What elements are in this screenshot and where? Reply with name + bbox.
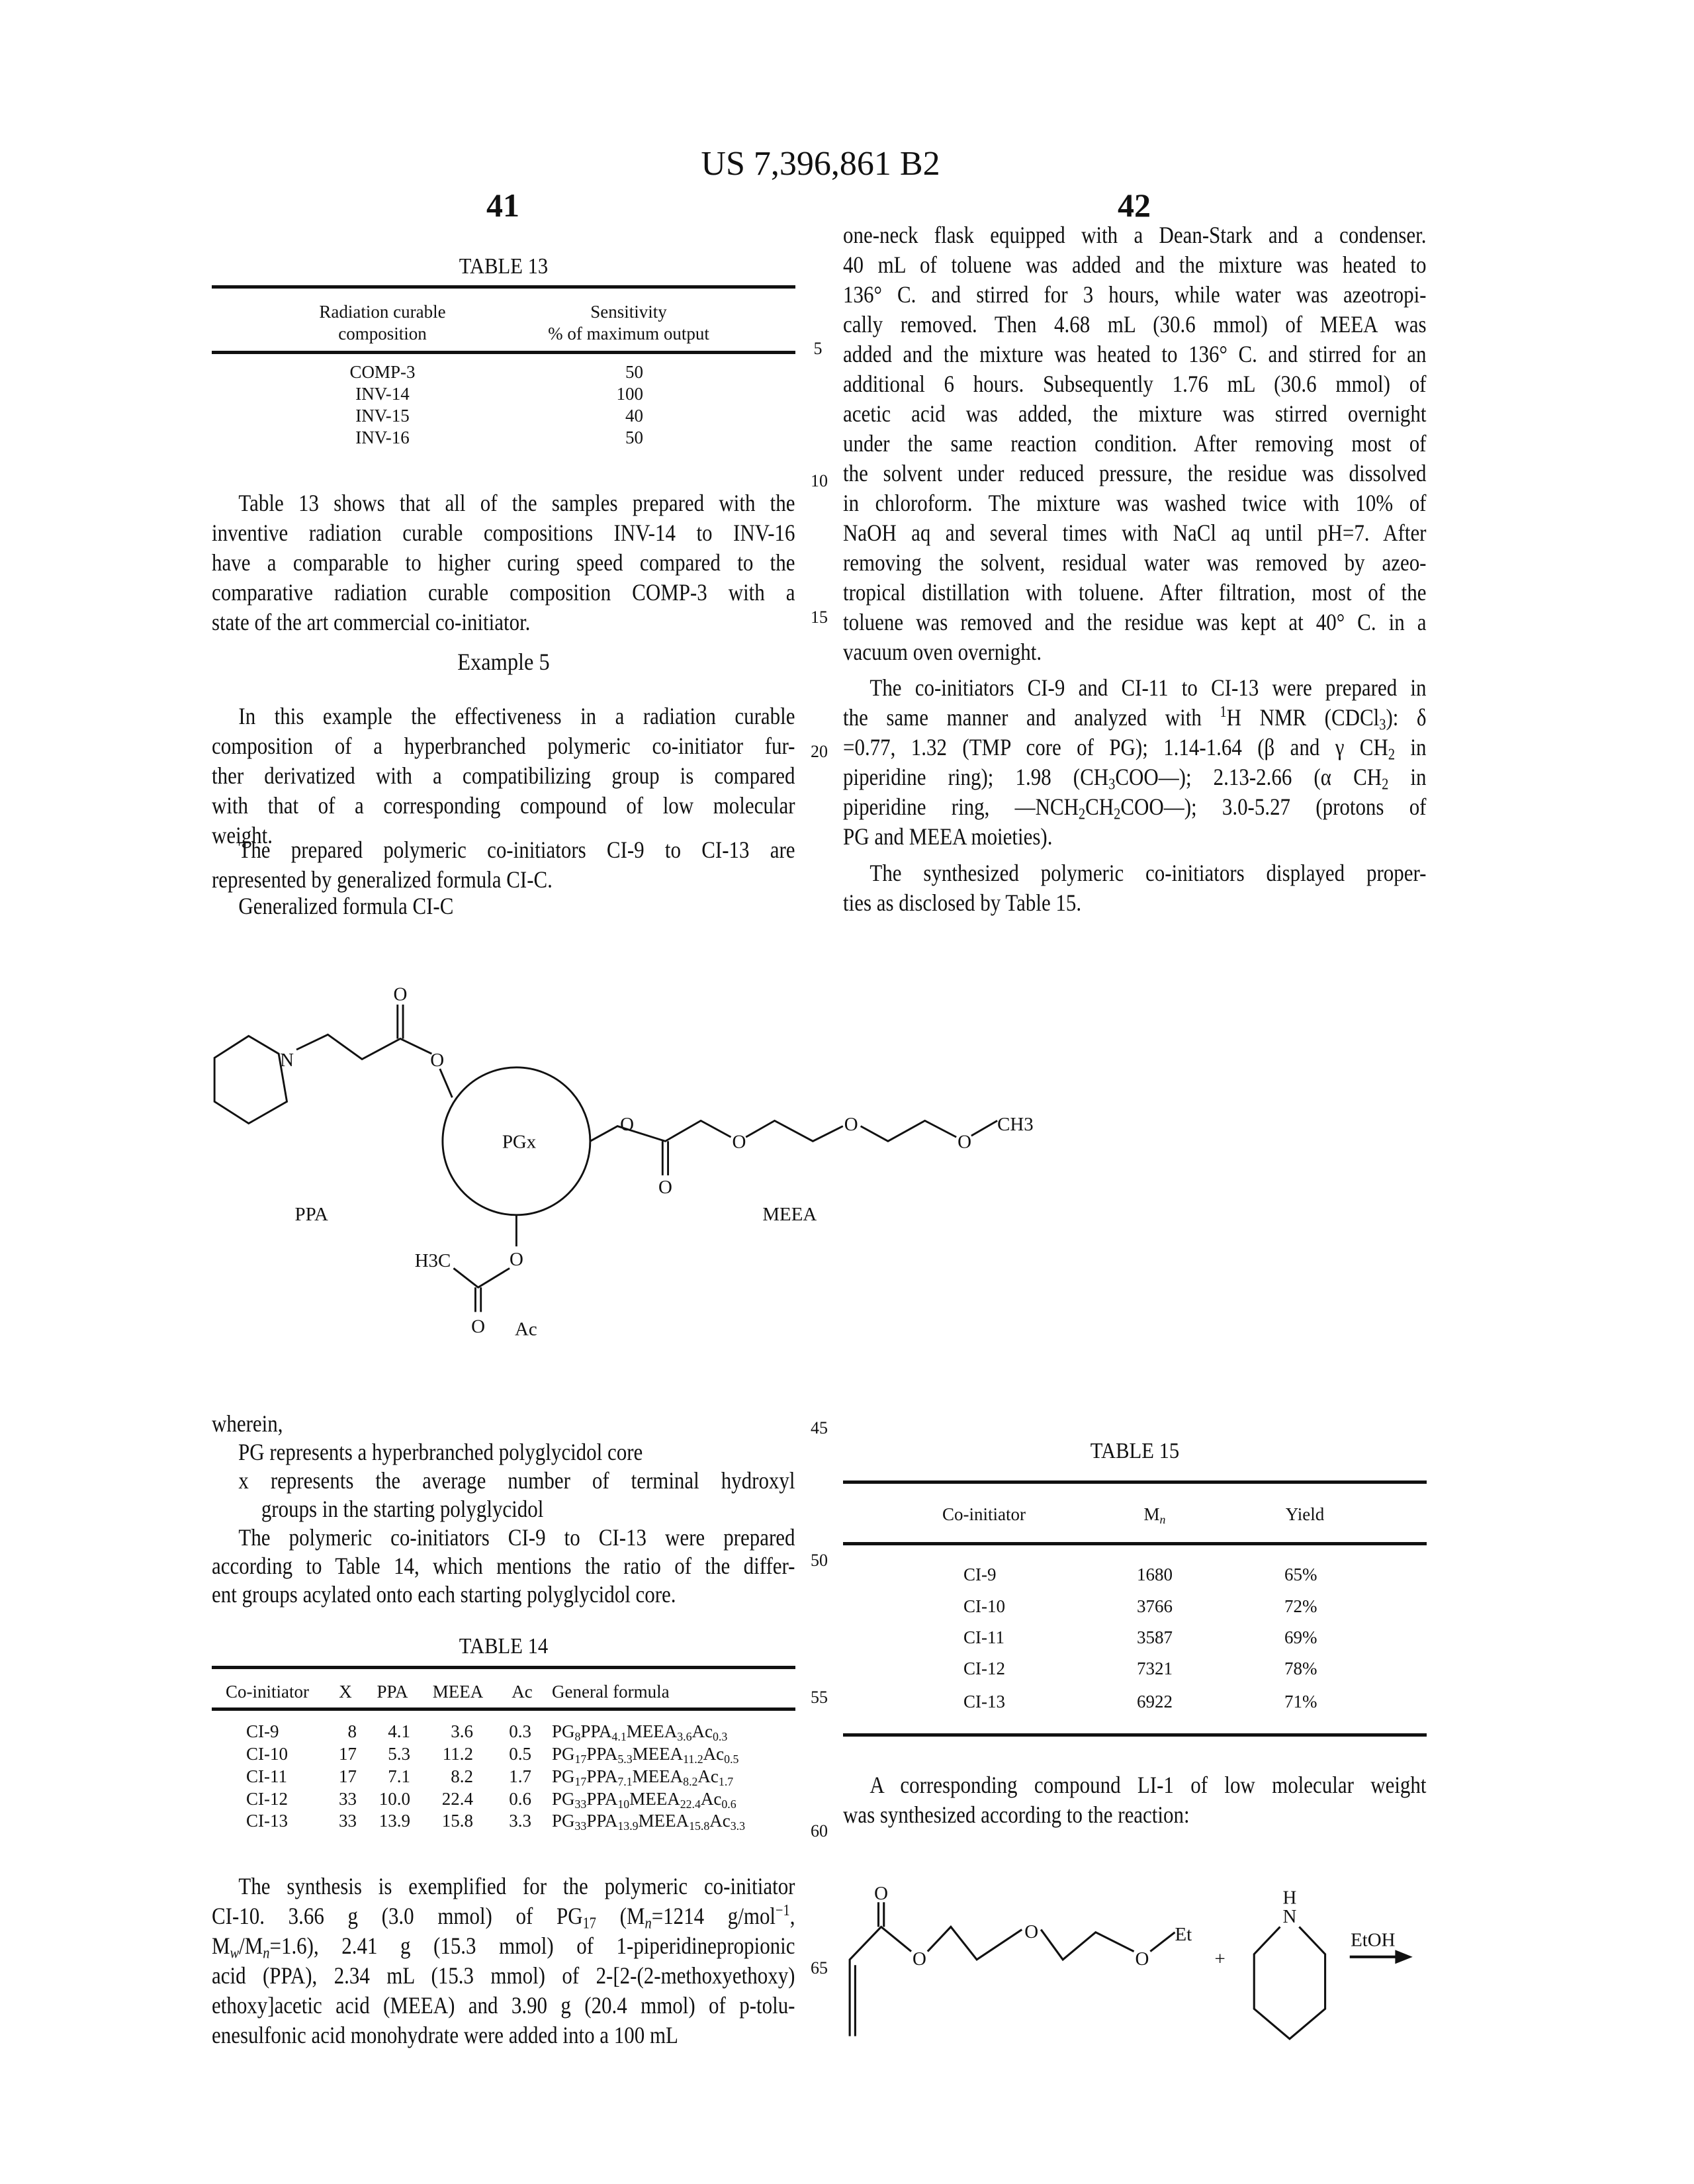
table-cell: 11.2 (380, 1743, 473, 1764)
table-cell: 100 (551, 383, 643, 404)
table-cell: 40 (551, 405, 643, 426)
column-header: X (339, 1681, 352, 1702)
column-header: Co-initiator (226, 1681, 309, 1702)
subscript: 0.3 (713, 1730, 727, 1743)
table-cell: 10.0 (318, 1788, 410, 1809)
subscript: 3.6 (677, 1730, 691, 1743)
text-line: composition of a hyperbranched polymeric co-initiator fur- (212, 731, 795, 761)
table-cell: CI-10 (963, 1596, 1005, 1617)
text-line: state of the art commercial co-initiator. (212, 608, 795, 637)
plus-sign: + (1214, 1948, 1225, 1970)
column-header: Co-initiator (942, 1504, 1026, 1525)
table-cell: 0.5 (439, 1743, 531, 1764)
reaction-labels (874, 1883, 1395, 1970)
generalized-formula-ci-c (214, 1005, 997, 1312)
piperidine-ring (1254, 1927, 1325, 2038)
subscript: 3 (1108, 776, 1115, 794)
chemical-structures (0, 0, 1694, 2184)
table-cell: CI-10 (246, 1743, 288, 1764)
line-number: 10 (811, 471, 828, 491)
subscript: 8 (575, 1730, 581, 1743)
table-cell: 8.2 (380, 1766, 473, 1787)
table-cell: 50 (551, 427, 643, 448)
text-line: =0.77, 1.32 (TMP core of PG); 1.14-1.64 (β and γ CH2 in (843, 733, 1427, 762)
table-cell: CI-12 (246, 1788, 288, 1809)
table-cell: 3587 (1137, 1627, 1173, 1648)
text-line: x represents the average number of terminal hydroxyl (212, 1467, 795, 1495)
oxygen-label: O (510, 1249, 523, 1270)
table-cell: 33 (264, 1810, 357, 1831)
text-line: Table 13 shows that all of the samples prepared with the (212, 488, 795, 518)
text-line: wherein, (212, 1410, 795, 1438)
structure-labels (280, 984, 1034, 1340)
text-line: The synthesis is exemplified for the polymeric co-initiator (212, 1872, 795, 1901)
text-line: represented by generalized formula CI-C. (212, 865, 795, 895)
text-line: groups in the starting polyglycidol (212, 1495, 795, 1524)
subscript: n (645, 1915, 652, 1933)
text-line: weight. (212, 821, 795, 850)
oxygen-label: O (844, 1114, 858, 1135)
oxygen-label: O (913, 1948, 926, 1970)
superscript: 1 (1220, 704, 1226, 721)
text-line: PG represents a hyperbranched polyglycidol core (238, 1438, 822, 1467)
text-line: Mw/Mn=1.6), 2.41 g (15.3 mmol) of 1-piperidinepropionic (212, 1931, 795, 1961)
subscript: 0.5 (724, 1752, 738, 1766)
table-cell: INV-14 (355, 383, 410, 404)
table-title: TABLE 15 (1091, 1438, 1179, 1465)
text-line: PG and MEEA moieties). (843, 822, 1427, 852)
subscript: 17 (575, 1775, 587, 1788)
example-heading: Example 5 (457, 647, 549, 676)
oxygen-label: O (732, 1132, 746, 1153)
subscript: 2 (1114, 806, 1120, 823)
subscript: 2 (1079, 806, 1085, 823)
oxygen-label: O (1135, 1948, 1149, 1970)
text-line: piperidine ring, —NCH2CH2COO—); 3.0-5.27 (protons of (843, 792, 1427, 822)
text-line: enesulfonic acid monohydrate were added into a 100 mL (212, 2021, 795, 2050)
subscript: w (230, 1945, 240, 1962)
table-cell: 71% (1284, 1691, 1317, 1712)
left-page-number: 41 (486, 185, 519, 225)
table-cell: 4.1 (318, 1721, 410, 1742)
column-header: General formula (552, 1681, 670, 1702)
table-cell: 0.3 (439, 1721, 531, 1742)
table-cell: CI-11 (246, 1766, 287, 1787)
text-line: the same manner and analyzed with 1H NMR (CDCl3): δ (843, 703, 1427, 733)
general-formula: PG17PPA5.3MEEA11.2Ac0.5 (552, 1743, 738, 1764)
table-title: TABLE 13 (459, 253, 548, 280)
subscript: 33 (575, 1797, 587, 1811)
oxygen-label: O (430, 1050, 444, 1071)
text-line: added and the mixture was heated to 136° C. and stirred for an (843, 340, 1427, 369)
subscript: 10 (617, 1797, 629, 1811)
subscript: 2 (1388, 747, 1395, 764)
oxygen-label: O (658, 1177, 672, 1198)
table-cell: 3766 (1137, 1596, 1173, 1617)
column-header: Ac (512, 1681, 532, 1702)
text-line: in chloroform. The mixture was washed twice with 10% of (843, 488, 1427, 518)
text-line: NaOH aq and several times with NaCl aq until pH=7. After (843, 518, 1427, 548)
text-line: additional 6 hours. Subsequently 1.76 mL (30.6 mmol) of (843, 369, 1427, 399)
table-cell: 78% (1284, 1658, 1317, 1679)
table-cell: CI-9 (246, 1721, 279, 1742)
subscript: 0.6 (721, 1797, 736, 1811)
subscript: 4.1 (611, 1730, 626, 1743)
text-line: A corresponding compound LI-1 of low molecular weight (843, 1770, 1427, 1800)
core-label: PGx (502, 1132, 537, 1153)
table-cell: INV-15 (355, 405, 410, 426)
text-line: CI-10. 3.66 g (3.0 mmol) of PG17 (Mn=1214 g/mol−1, (212, 1901, 795, 1931)
text-line: under the same reaction condition. After removing most of (843, 429, 1427, 459)
table-cell: CI-13 (963, 1691, 1005, 1712)
text-line: ent groups acylated onto each starting polyglycidol core. (212, 1580, 795, 1609)
table-cell: CI-13 (246, 1810, 288, 1831)
oxygen-label: O (1024, 1921, 1038, 1942)
text-line: according to Table 14, which mentions the ratio of the differ- (212, 1552, 795, 1580)
column-header: Mn (1144, 1504, 1166, 1525)
subscript: 3.3 (731, 1819, 745, 1833)
solvent-label: EtOH (1351, 1929, 1396, 1950)
table-cell: CI-12 (963, 1658, 1005, 1679)
patent-number: US 7,396,861 B2 (701, 144, 940, 184)
column-header: MEEA (433, 1681, 484, 1702)
table-cell: 50 (551, 361, 643, 383)
nitrogen-label: N (1282, 1906, 1296, 1927)
superscript: −1 (776, 1902, 790, 1919)
table-cell: CI-9 (963, 1564, 997, 1585)
text-line: have a comparable to higher curing speed compared to the (212, 548, 795, 578)
column-header: % of maximum output (548, 323, 709, 344)
general-formula: PG8PPA4.1MEEA3.6Ac0.3 (552, 1721, 727, 1742)
oxygen-label: O (958, 1132, 971, 1153)
table-cell: 8 (264, 1721, 357, 1742)
line-number: 60 (811, 1821, 828, 1841)
column-header: PPA (377, 1681, 408, 1702)
reaction-scheme (850, 1902, 1409, 2038)
line-number: 55 (811, 1688, 828, 1707)
line-number: 50 (811, 1551, 828, 1570)
column-header: composition (338, 323, 427, 344)
subscript: 11.2 (683, 1752, 703, 1766)
table-cell: 33 (264, 1788, 357, 1809)
subscript: 5.3 (617, 1752, 632, 1766)
ethyl-label: Et (1175, 1924, 1192, 1945)
text-line: removing the solvent, residual water was removed by azeo- (843, 548, 1427, 578)
ppa-label: PPA (295, 1204, 328, 1225)
text-line: Generalized formula CI-C (212, 891, 795, 921)
oxygen-label: O (874, 1883, 888, 1904)
text-line: cally removed. Then 4.68 mL (30.6 mmol) of MEEA was (843, 310, 1427, 340)
subscript: n (1160, 1513, 1166, 1526)
general-formula: PG33PPA10MEEA22.4Ac0.6 (552, 1788, 736, 1809)
text-line: acid (PPA), 2.34 mL (15.3 mmol) of 2-[2-(2-methoxyethoxy) (212, 1961, 795, 1991)
table-cell: INV-16 (355, 427, 410, 448)
column-header: Sensitivity (590, 301, 667, 322)
subscript: 2 (1382, 776, 1388, 794)
table-cell: CI-11 (963, 1627, 1004, 1648)
text-line: vacuum oven overnight. (843, 637, 1427, 667)
hydrogen-label: H (1282, 1887, 1296, 1908)
table-cell: 69% (1284, 1627, 1317, 1648)
text-line: acetic acid was added, the mixture was stirred overnight (843, 399, 1427, 429)
line-number: 15 (811, 608, 828, 627)
text-line: inventive radiation curable compositions INV-14 to INV-16 (212, 518, 795, 548)
subscript: 13.9 (617, 1819, 638, 1833)
column-header: Radiation curable (319, 301, 445, 322)
table-cell: 3.3 (439, 1810, 531, 1831)
text-line: The co-initiators CI-9 and CI-11 to CI-13 were prepared in (843, 673, 1427, 703)
subscript: 1.7 (719, 1775, 733, 1788)
table-cell: 15.8 (380, 1810, 473, 1831)
table-cell: 22.4 (380, 1788, 473, 1809)
text-line: 136° C. and stirred for 3 hours, while water was azeotropi- (843, 280, 1427, 310)
table-cell: COMP-3 (349, 361, 415, 383)
text-line: The prepared polymeric co-initiators CI-9 to CI-13 are (212, 835, 795, 865)
table-cell: 3.6 (380, 1721, 473, 1742)
table-cell: 6922 (1137, 1691, 1173, 1712)
oxygen-label: O (620, 1114, 634, 1135)
text-line: ther derivatized with a compatibilizing group is compared (212, 761, 795, 791)
line-number: 45 (811, 1418, 828, 1438)
text-line: toluene was removed and the residue was kept at 40° C. in a (843, 608, 1427, 637)
methyl-label: CH3 (997, 1114, 1034, 1135)
table-cell: 7.1 (318, 1766, 410, 1787)
meea-chain (590, 1120, 731, 1141)
table-cell: 17 (264, 1766, 357, 1787)
oxygen-label: O (393, 984, 407, 1005)
table-title: TABLE 14 (459, 1633, 548, 1660)
table-cell: 7321 (1137, 1658, 1173, 1679)
text-line: tropical distillation with toluene. After filtration, most of the (843, 578, 1427, 608)
subscript: 8.2 (683, 1775, 697, 1788)
text-line: 40 mL of toluene was added and the mixture was heated to (843, 250, 1427, 280)
text-line: In this example the effectiveness in a radiation curable (212, 702, 795, 731)
table-cell: 72% (1284, 1596, 1317, 1617)
text-line: The polymeric co-initiators CI-9 to CI-13 were prepared (212, 1524, 795, 1552)
general-formula: PG33PPA13.9MEEA15.8Ac3.3 (552, 1810, 745, 1831)
text-line: ties as disclosed by Table 15. (843, 888, 1427, 918)
subscript: 3 (1379, 717, 1386, 734)
table-cell: 0.6 (439, 1788, 531, 1809)
table-cell: 17 (264, 1743, 357, 1764)
subscript: 15.8 (689, 1819, 709, 1833)
ppa-chain (296, 1034, 431, 1059)
subscript: 22.4 (680, 1797, 701, 1811)
table-cell: 1680 (1137, 1564, 1173, 1585)
acetyl-label: Ac (515, 1318, 537, 1340)
text-line: The synthesized polymeric co-initiators displayed proper- (843, 858, 1427, 888)
right-page-number: 42 (1118, 185, 1151, 225)
oxygen-label: O (471, 1316, 485, 1337)
line-number: 5 (814, 339, 823, 359)
table-cell: 65% (1284, 1564, 1317, 1585)
table-cell: 5.3 (318, 1743, 410, 1764)
column-header: Yield (1286, 1504, 1325, 1525)
subscript: 7.1 (617, 1775, 632, 1788)
line-number: 65 (811, 1958, 828, 1978)
text-line: the solvent under reduced pressure, the residue was dissolved (843, 459, 1427, 488)
text-line: comparative radiation curable composition COMP-3 with a (212, 578, 795, 608)
subscript: 33 (575, 1819, 587, 1833)
subscript: 17 (575, 1752, 587, 1766)
subscript: 17 (583, 1915, 596, 1933)
table-cell: 1.7 (439, 1766, 531, 1787)
piperidine-ring (214, 1036, 287, 1123)
text-line: was synthesized according to the reaction: (843, 1800, 1427, 1830)
text-line: one-neck flask equipped with a Dean-Stark and a condenser. (843, 220, 1427, 250)
nitrogen-label: N (280, 1050, 294, 1071)
general-formula: PG17PPA7.1MEEA8.2Ac1.7 (552, 1766, 733, 1787)
meea-label: MEEA (762, 1204, 817, 1225)
line-number: 20 (811, 742, 828, 762)
text-line: with that of a corresponding compound of low molecular (212, 791, 795, 821)
text-line: piperidine ring); 1.98 (CH3COO—); 2.13-2.66 (α CH2 in (843, 762, 1427, 792)
table-cell: 13.9 (318, 1810, 410, 1831)
subscript: n (263, 1945, 269, 1962)
methyl-label: H3C (415, 1250, 451, 1271)
text-line: ethoxy]acetic acid (MEEA) and 3.90 g (20.4 mmol) of p-tolu- (212, 1991, 795, 2021)
